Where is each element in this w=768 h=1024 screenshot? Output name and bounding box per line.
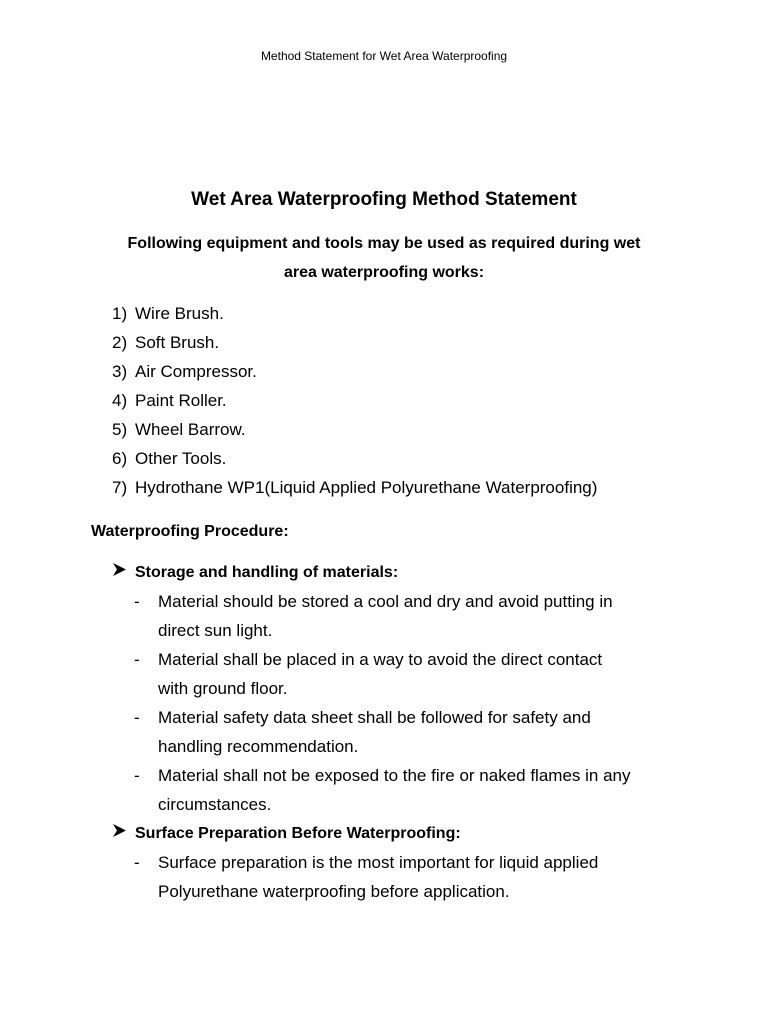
equipment-item-text: Wheel Barrow. bbox=[135, 420, 246, 439]
equipment-item-text: Hydrothane WP1(Liquid Applied Polyurethane Waterproofing) bbox=[135, 478, 598, 497]
list-item-text bbox=[158, 761, 692, 819]
equipment-item-text: Air Compressor. bbox=[135, 362, 257, 381]
list-item-text bbox=[158, 703, 692, 761]
arrowhead-bullet-icon bbox=[112, 819, 135, 848]
dash-marker: - bbox=[134, 708, 140, 727]
list-item-line: circumstances. bbox=[158, 795, 272, 814]
equipment-item bbox=[112, 444, 597, 473]
equipment-item bbox=[112, 328, 597, 357]
equipment-item bbox=[112, 299, 597, 328]
equipment-item-number: 5) bbox=[112, 420, 128, 439]
document-title: Wet Area Waterproofing Method Statement bbox=[191, 189, 577, 210]
dash-marker: - bbox=[134, 766, 140, 785]
equipment-item-text: Wire Brush. bbox=[135, 304, 224, 323]
equipment-intro-line-1: Following equipment and tools may be used as required during wet bbox=[127, 235, 641, 252]
equipment-item-number: 3) bbox=[112, 362, 128, 381]
bullet-list bbox=[112, 587, 692, 819]
equipment-intro-line-2: area waterproofing works: bbox=[283, 264, 485, 281]
equipment-item bbox=[112, 386, 597, 415]
section-heading-text: Surface Preparation Before Waterproofing: bbox=[135, 825, 461, 842]
equipment-intro bbox=[95, 229, 673, 287]
list-item-line: Surface preparation is the most important for liquid applied bbox=[158, 853, 599, 872]
list-item-line: with ground floor. bbox=[158, 679, 288, 698]
equipment-item-number: 6) bbox=[112, 449, 128, 468]
list-item bbox=[112, 703, 692, 761]
list-item-line: Material safety data sheet shall be followed for safety and bbox=[158, 708, 591, 727]
equipment-item-text: Other Tools. bbox=[135, 449, 227, 468]
list-item-line: Material shall be placed in a way to avoid the direct contact bbox=[158, 650, 603, 669]
section-storage-handling bbox=[112, 558, 692, 819]
list-item-text bbox=[158, 848, 692, 906]
list-item-line: Material shall not be exposed to the fire or naked flames in any bbox=[158, 766, 631, 785]
list-item-line: direct sun light. bbox=[158, 621, 273, 640]
equipment-item bbox=[112, 473, 597, 502]
arrowhead-bullet-icon bbox=[112, 558, 135, 587]
list-item bbox=[112, 587, 692, 645]
dash-marker: - bbox=[134, 592, 140, 611]
section-heading-text: Storage and handling of materials: bbox=[135, 564, 399, 581]
list-item-line: Material should be stored a cool and dry and avoid putting in bbox=[158, 592, 613, 611]
equipment-item-number: 7) bbox=[112, 478, 128, 497]
list-item-text bbox=[158, 587, 692, 645]
equipment-item-text: Soft Brush. bbox=[135, 333, 220, 352]
dash-marker: - bbox=[134, 650, 140, 669]
equipment-item-number: 4) bbox=[112, 391, 128, 410]
list-item bbox=[112, 761, 692, 819]
section-heading bbox=[112, 819, 692, 848]
equipment-item bbox=[112, 357, 597, 386]
section-heading bbox=[112, 558, 692, 587]
dash-marker: - bbox=[134, 853, 140, 872]
list-item-line: Polyurethane waterproofing before application. bbox=[158, 882, 510, 901]
equipment-item-text: Paint Roller. bbox=[135, 391, 227, 410]
running-header: Method Statement for Wet Area Waterproofing bbox=[260, 49, 508, 63]
equipment-list bbox=[112, 299, 597, 502]
list-item bbox=[112, 848, 692, 906]
equipment-item-number: 1) bbox=[112, 304, 128, 323]
list-item-line: handling recommendation. bbox=[158, 737, 359, 756]
list-item bbox=[112, 645, 692, 703]
list-item-text bbox=[158, 645, 692, 703]
equipment-item bbox=[112, 415, 597, 444]
bullet-list bbox=[112, 848, 692, 906]
section-surface-preparation bbox=[112, 819, 692, 906]
procedure-heading: Waterproofing Procedure: bbox=[91, 523, 289, 540]
equipment-item-number: 2) bbox=[112, 333, 128, 352]
